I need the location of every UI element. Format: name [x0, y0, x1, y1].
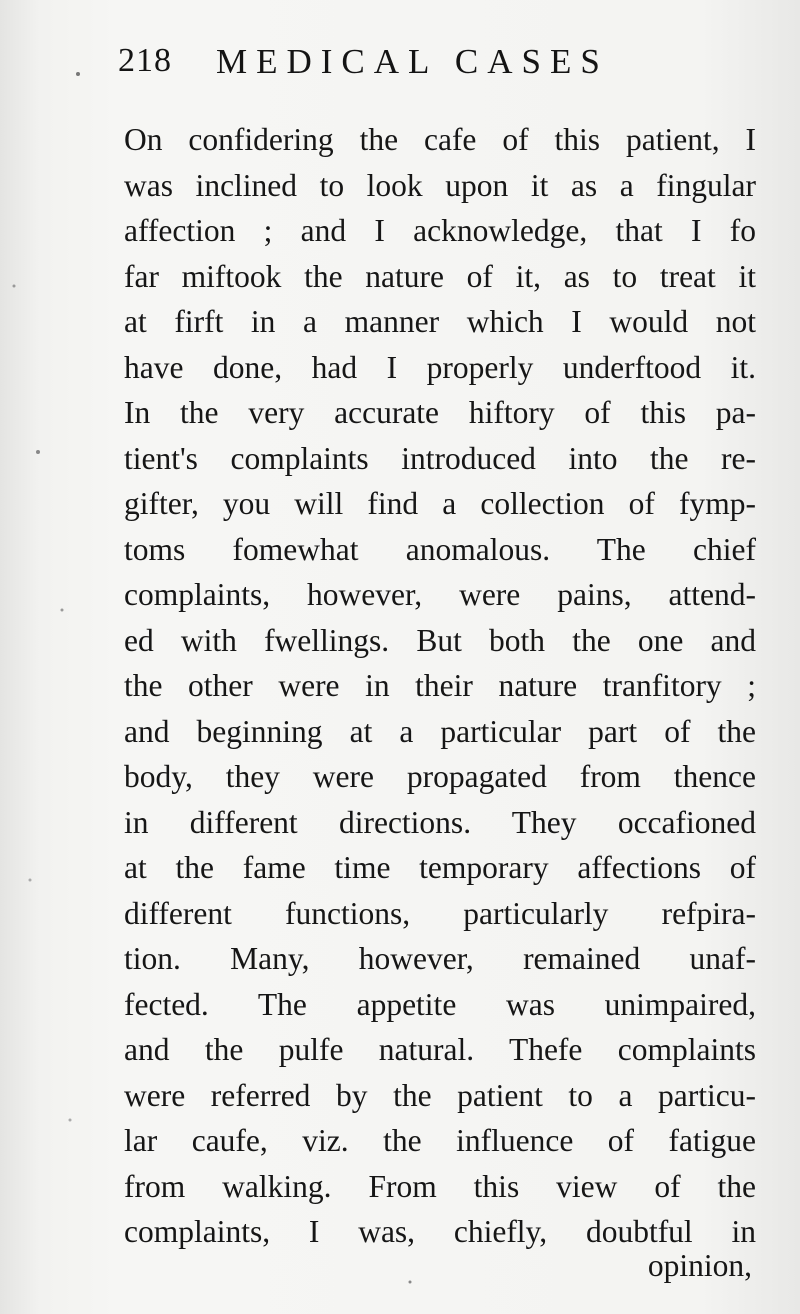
- text-line: lar caufe, viz. the influence of fatigue: [124, 1123, 756, 1158]
- text-line: different functions, particularly refpira-: [124, 895, 756, 931]
- page-header: [118, 38, 758, 88]
- text-line: fected. The appetite was unimpaired,: [124, 986, 756, 1022]
- text-line: from walking. From this view of the: [124, 1168, 756, 1204]
- text-line: tion. Many, however, remained unaf-: [124, 941, 756, 976]
- text-line: toms fomewhat anomalous. The chief: [124, 531, 756, 567]
- text-line: was inclined to look upon it as a fingular: [124, 167, 756, 203]
- text-line: affection ; and I acknowledge, that I fo: [124, 213, 756, 248]
- text-line: complaints, however, were pains, attend-: [124, 577, 756, 612]
- text-line: at firft in a manner which I would not: [124, 304, 756, 339]
- text-line: have done, had I properly underftood it.: [124, 349, 756, 385]
- text-line: and beginning at a particular part of the: [124, 713, 756, 749]
- text-line: and the pulfe natural. Thefe complaints: [124, 1032, 756, 1067]
- text-line: On confidering the cafe of this patient, I: [124, 122, 756, 157]
- text-line: the other were in their nature tranfitory ;: [124, 668, 756, 703]
- text-line: ed with fwellings. But both the one and: [124, 622, 756, 658]
- running-head: MEDICAL CASES: [216, 42, 609, 81]
- text-line: tient's complaints introduced into the re-: [124, 440, 756, 476]
- body-text: [124, 117, 756, 1255]
- text-line: in different directions. They occafioned: [124, 804, 756, 840]
- text-line: gifter, you will find a collection of fymp-: [124, 486, 756, 521]
- text-line: at the fame time temporary affections of: [124, 850, 756, 885]
- text-line: body, they were propagated from thence: [124, 759, 756, 794]
- text-line: were referred by the patient to a particu-: [124, 1077, 756, 1113]
- text-line: complaints, I was, chiefly, doubtful in: [124, 1214, 756, 1249]
- catchword: opinion,: [647, 1248, 752, 1283]
- text-line: far miftook the nature of it, as to treat it: [124, 258, 756, 294]
- text-line: In the very accurate hiftory of this pa-: [124, 395, 756, 430]
- page-number: 218: [118, 42, 172, 79]
